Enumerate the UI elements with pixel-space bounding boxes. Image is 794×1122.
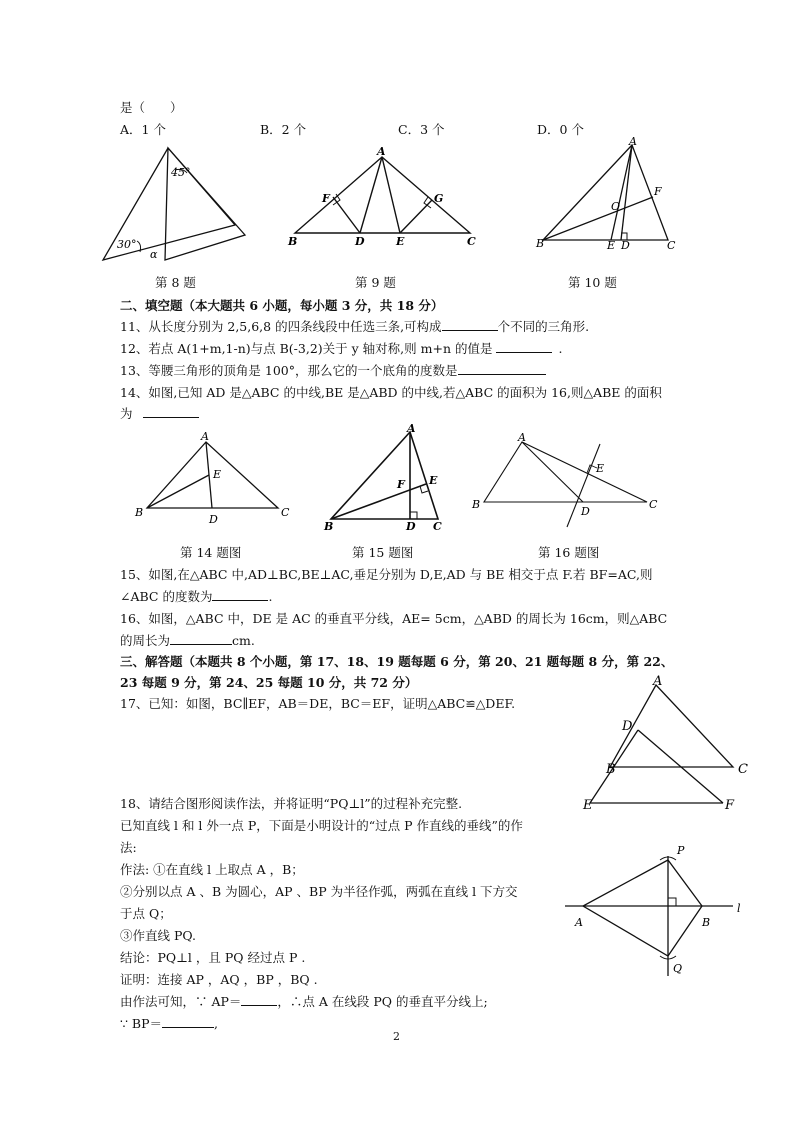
q18-line-8: 结论：PQ⊥l ，且 PQ 经过点 P . [120, 950, 306, 965]
figure-16 [472, 430, 672, 530]
fig9-label-c: C [467, 235, 476, 248]
q11-text-end: 个不同的三角形. [497, 319, 590, 334]
q18-text: 由作法可知，∵ AP＝ [120, 994, 242, 1009]
question-14-line2 [120, 404, 199, 422]
caption-fig8: 第 8 题 [155, 275, 196, 290]
q8-option-c: C．3 个 [398, 122, 445, 137]
fig9-label-d: D [355, 235, 365, 248]
q11-text: 11、从长度分别为 2,5,6,8 的四条线段中任选三条,可构成 [120, 319, 442, 334]
q18-line-9: 证明：连接 AP ，AQ ，BP ，BQ . [120, 972, 318, 987]
fig16-label-b: B [472, 498, 481, 511]
fig17-label-e: E [583, 798, 593, 813]
figure-9 [285, 145, 485, 250]
fig15-label-f: F [397, 478, 405, 491]
fig18-label-p: P [677, 844, 685, 857]
fig15-label-b: B [324, 520, 334, 533]
fig14-label-e: E [213, 468, 222, 481]
figure-10 [535, 135, 685, 255]
q18-line-5: ②分别以点 A 、B 为圆心，AP 、BP 为半径作弧，两弧在直线 l 下方交 [120, 884, 518, 899]
q18-line-10 [120, 992, 488, 1010]
q18-text-4: , [214, 1016, 219, 1031]
question-15: 15、如图,在△ABC 中,AD⊥BC,BE⊥AC,垂足分别为 D,E,AD 与 BE 相交于点 F.若 BF=AC,则 [120, 567, 653, 582]
fig18-label-q: Q [673, 962, 683, 975]
section2-title: 二、填空题（本大题共 6 小题，每小题 3 分，共 18 分） [120, 298, 444, 313]
caption-fig10: 第 10 题 [568, 275, 617, 290]
q14-blank [143, 405, 199, 418]
question-16: 16、如图，△ABC 中，DE 是 AC 的垂直平分线，AE= 5cm，△ABD 的周长为 16cm，则△ABC [120, 611, 668, 626]
q18-line-3: 法: [120, 840, 137, 855]
q15-text-end: . [268, 589, 273, 604]
fig16-label-a: A [518, 431, 526, 444]
q12-text: 12、若点 A(1+m,1-n)与点 B(-3,2)关于 y 轴对称,则 m+n 的值是 [120, 341, 493, 356]
q8-option-b: B．2 个 [260, 122, 307, 137]
question-13 [120, 361, 546, 379]
q18-text-2: ，∴点 A 在线段 PQ 的垂直平分线上; [277, 994, 488, 1009]
q18-blank-1 [241, 993, 277, 1006]
figure-14 [133, 428, 298, 528]
fig9-label-a: A [377, 145, 386, 158]
fig17-label-a: A [653, 674, 663, 689]
q8-option-a: A．1 个 [120, 122, 166, 137]
question-15-line2 [120, 587, 272, 605]
fig15-label-c: C [433, 520, 442, 533]
question-11 [120, 317, 589, 335]
fig18-label-b: B [702, 916, 711, 929]
q18-line-4: 作法: ①在直线 l 上取点 A ，B； [120, 862, 304, 877]
fig8-angle-alpha: α [150, 248, 158, 261]
fig9-label-e: E [396, 235, 405, 248]
fig10-label-e: E [607, 239, 616, 252]
fig17-label-b: B [606, 762, 616, 777]
question-18: 18、请结合图形阅读作法，并将证明“PQ⊥l”的过程补充完整. [120, 796, 463, 811]
fig14-label-b: B [135, 506, 144, 519]
q18-line-6: 于点 Q； [120, 906, 172, 921]
fig9-label-b: B [288, 235, 298, 248]
fig18-label-l: l [737, 902, 741, 915]
q8-option-d: D．0 个 [537, 122, 584, 137]
q13-blank [458, 362, 546, 375]
fig9-label-f: F [322, 192, 330, 205]
caption-fig15: 第 15 题图 [352, 545, 414, 560]
fig14-label-a: A [201, 430, 209, 443]
fig8-angle-30: 30° [117, 238, 137, 251]
caption-fig16: 第 16 题图 [538, 545, 600, 560]
q11-blank [442, 318, 498, 331]
page-number: 2 [393, 1030, 400, 1043]
fig16-label-c: C [649, 498, 658, 511]
question-12 [120, 339, 562, 357]
fig8-angle-45: 45° [171, 166, 191, 179]
figure-15 [323, 424, 448, 534]
fig10-label-a: A [629, 135, 637, 148]
fig16-label-e: E [596, 462, 605, 475]
fig10-label-c: C [667, 239, 676, 252]
caption-fig14: 第 14 题图 [180, 545, 242, 560]
fig16-label-d: D [581, 505, 590, 518]
question-14: 14、如图,已知 AD 是△ABC 的中线,BE 是△ABD 的中线,若△ABC 的面积为 16,则△ABE 的面积 [120, 385, 662, 400]
q18-line-7: ③作直线 PQ. [120, 928, 196, 943]
fig15-label-e: E [429, 474, 438, 487]
question-17: 17、已知：如图，BC∥EF，AB＝DE，BC＝EF，证明△ABC≌△DEF. [120, 696, 516, 711]
caption-fig9: 第 9 题 [355, 275, 396, 290]
q16-text-end: cm. [232, 633, 255, 648]
fig14-label-c: C [281, 506, 290, 519]
question-16-line2 [120, 631, 255, 649]
fig17-label-f: F [725, 798, 735, 813]
fig10-label-d: D [621, 239, 630, 252]
q15-blank [212, 588, 268, 601]
fig15-label-d: D [406, 520, 416, 533]
q16-text: 的周长为 [120, 633, 171, 648]
q14-text-end: 为 [120, 406, 133, 421]
figure-8 [95, 140, 245, 270]
fig10-label-o: O [611, 200, 621, 213]
figure-18 [565, 838, 755, 983]
q15-text: ∠ABC 的度数为 [120, 589, 213, 604]
q18-text-3: ∵ BP＝ [120, 1016, 163, 1031]
fig17-label-d: D [622, 719, 633, 734]
section3-title-line2: 23 每题 9 分，第 24、25 每题 10 分，共 72 分） [120, 675, 418, 690]
q18-blank-2 [162, 1015, 214, 1028]
q18-line-2: 已知直线 l 和 l 外一点 P，下面是小明设计的“过点 P 作直线的垂线”的作 [120, 818, 523, 833]
q13-text: 13、等腰三角形的顶角是 100°，那么它的一个底角的度数是 [120, 363, 458, 378]
fig18-label-a: A [575, 916, 583, 929]
q18-line-11 [120, 1014, 218, 1032]
fig15-label-a: A [407, 422, 416, 435]
q12-text-end: . [558, 341, 563, 356]
q16-blank [170, 632, 232, 645]
fig9-label-g: G [434, 192, 444, 205]
q8-tail: 是（ ） [120, 100, 183, 115]
figure-17 [578, 675, 758, 815]
fig14-label-d: D [209, 513, 218, 526]
q12-blank [496, 340, 552, 353]
section3-title: 三、解答题（本题共 8 个小题，第 17、18、19 题每题 6 分，第 20、21 题每题 8 分，第 22、 [120, 654, 674, 669]
fig17-label-c: C [738, 762, 748, 777]
fig10-label-b: B [536, 237, 545, 250]
fig10-label-f: F [654, 185, 662, 198]
